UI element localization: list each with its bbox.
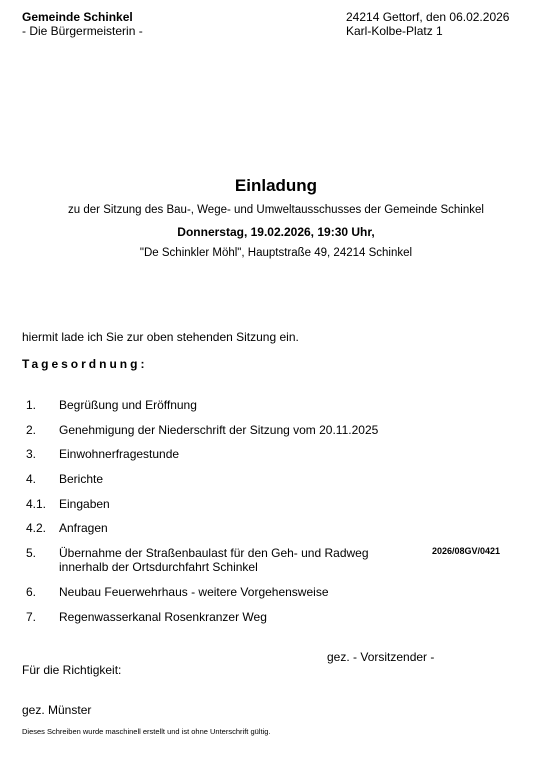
agenda-item-text: Eingaben (59, 497, 110, 511)
agenda-item-number: 2. (26, 423, 37, 437)
org-subtitle: - Die Bürgermeisterin - (22, 24, 143, 38)
agenda-item-text: Übernahme der Straßenbaulast für den Geh- und Radweg innerhalb der Ortsdurchfahrt Schinkel (59, 546, 369, 574)
meeting-location: "De Schinkler Möhl", Hauptstraße 49, 24214 Schinkel (139, 247, 413, 259)
agenda-item (0, 546, 552, 576)
agenda-item-number: 4.2. (26, 521, 47, 535)
agenda-item-number: 4.1. (26, 497, 47, 511)
agenda-item-text: Anfragen (59, 521, 108, 535)
agenda-item-number: 7. (26, 610, 37, 624)
correctness-label: Für die Richtigkeit: (22, 663, 122, 677)
agenda-item-number: 5. (26, 546, 37, 560)
agenda-item-number: 3. (26, 447, 37, 461)
agenda-item (0, 610, 552, 640)
org-name: Gemeinde Schinkel (22, 10, 133, 24)
agenda-item-text: Begrüßung und Eröffnung (59, 398, 197, 412)
intro-text: hiermit lade ich Sie zur oben stehenden Sitzung ein. (22, 330, 299, 344)
agenda-item-number: 6. (26, 585, 37, 599)
meeting-description: zu der Sitzung des Bau-, Wege- und Umweltausschusses der Gemeinde Schinkel (68, 204, 484, 216)
agenda-item-number: 4. (26, 472, 37, 486)
agenda-heading: Tagesordnung: (22, 357, 148, 371)
place-date: 24214 Gettorf, den 06.02.2026 (346, 10, 510, 24)
agenda-item-reference: 2026/08GV/0421 (432, 546, 501, 556)
meeting-datetime: Donnerstag, 19.02.2026, 19:30 Uhr, (177, 225, 375, 239)
agenda-item-text: Einwohnerfragestunde (59, 447, 180, 461)
chair-signature: gez. - Vorsitzender - (327, 650, 435, 664)
agenda-item-text: Genehmigung der Niederschrift der Sitzung vom 20.11.2025 (59, 423, 379, 437)
agenda-item-number: 1. (26, 398, 37, 412)
sender-address: Karl-Kolbe-Platz 1 (346, 24, 443, 38)
footer-note: Dieses Schreiben wurde maschinell erstellt und ist ohne Unterschrift gültig. (22, 727, 271, 736)
agenda-item-text: Berichte (59, 472, 104, 486)
document-title: Einladung (234, 176, 318, 195)
signed-by: gez. Münster (22, 703, 92, 717)
agenda-item-text: Regenwasserkanal Rosenkranzer Weg (59, 610, 267, 624)
agenda-item-text: Neubau Feuerwehrhaus - weitere Vorgehensweise (59, 585, 329, 599)
